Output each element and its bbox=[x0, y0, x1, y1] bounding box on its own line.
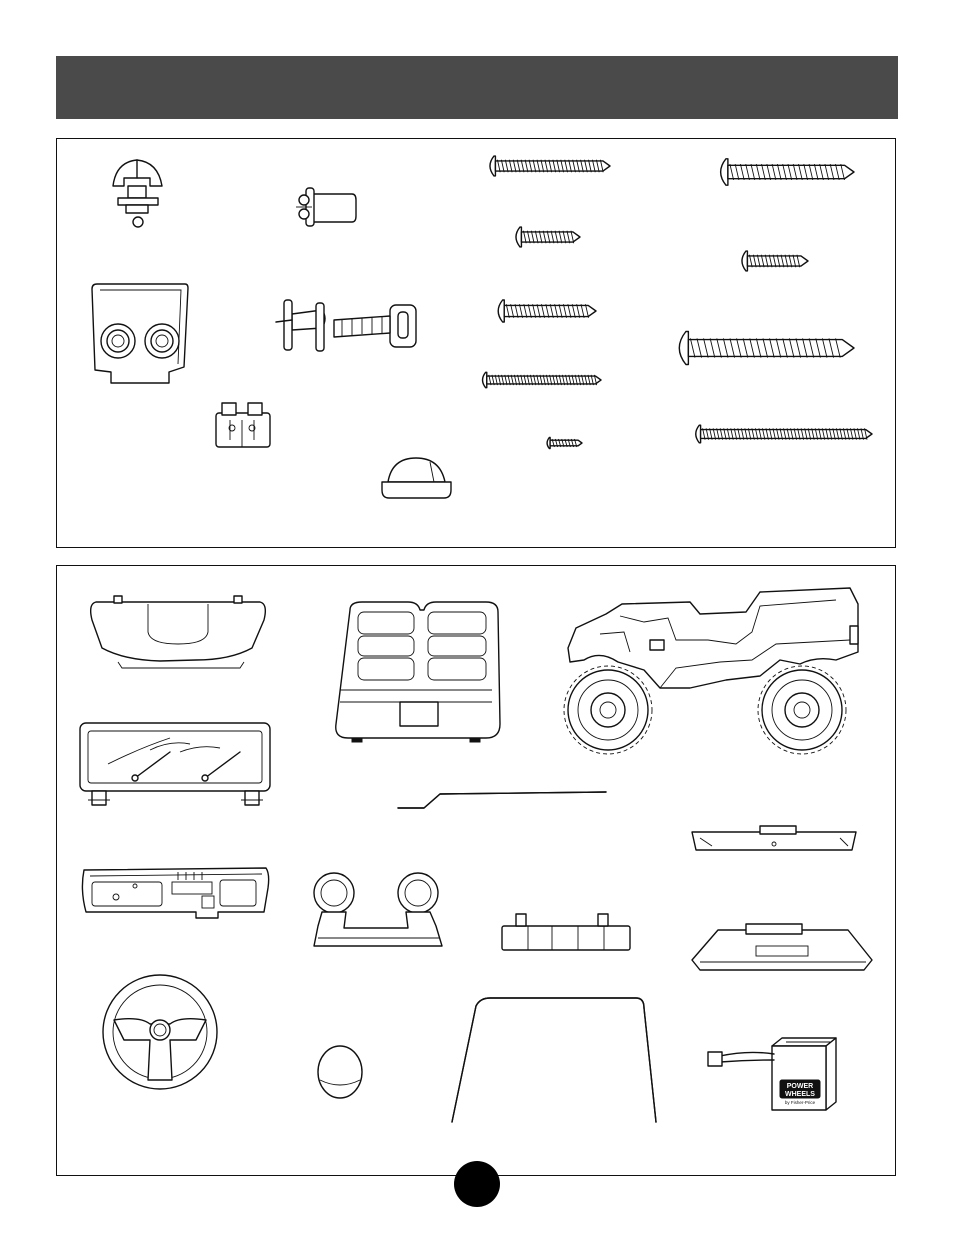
seat bbox=[336, 602, 500, 742]
dashboard bbox=[82, 868, 268, 918]
screw-set bbox=[483, 156, 872, 448]
knob-plate bbox=[92, 284, 188, 383]
headlight-bar bbox=[314, 873, 442, 946]
rear-bumper bbox=[692, 826, 856, 850]
battery-logo-line3: by Fisher-Price bbox=[784, 1100, 816, 1105]
screw bbox=[547, 438, 582, 449]
round-button bbox=[318, 1046, 362, 1098]
battery-pack bbox=[708, 1038, 836, 1110]
drive-rod bbox=[398, 792, 606, 808]
fuse bbox=[216, 403, 270, 447]
battery-logo-line1: POWER bbox=[786, 1083, 814, 1090]
hood-panel bbox=[91, 596, 266, 668]
screw bbox=[483, 372, 601, 387]
screw bbox=[721, 159, 854, 185]
dome-cap bbox=[382, 458, 451, 498]
screw bbox=[498, 300, 596, 322]
screw bbox=[679, 332, 854, 365]
front-skid bbox=[692, 924, 872, 970]
ignition-key bbox=[276, 300, 416, 351]
vehicle-body bbox=[564, 588, 858, 754]
battery-logo-line2: WHEELS bbox=[785, 1091, 815, 1098]
screw bbox=[516, 227, 580, 247]
grille-block bbox=[502, 914, 630, 950]
cap-plug bbox=[296, 188, 356, 226]
windshield bbox=[80, 723, 270, 805]
steering-wheel bbox=[103, 975, 217, 1089]
retainer-clip bbox=[113, 160, 162, 227]
page-number-marker bbox=[454, 1161, 500, 1207]
roll-bar bbox=[452, 998, 656, 1122]
screw bbox=[490, 156, 610, 176]
screw bbox=[742, 251, 808, 271]
screw bbox=[696, 425, 872, 443]
